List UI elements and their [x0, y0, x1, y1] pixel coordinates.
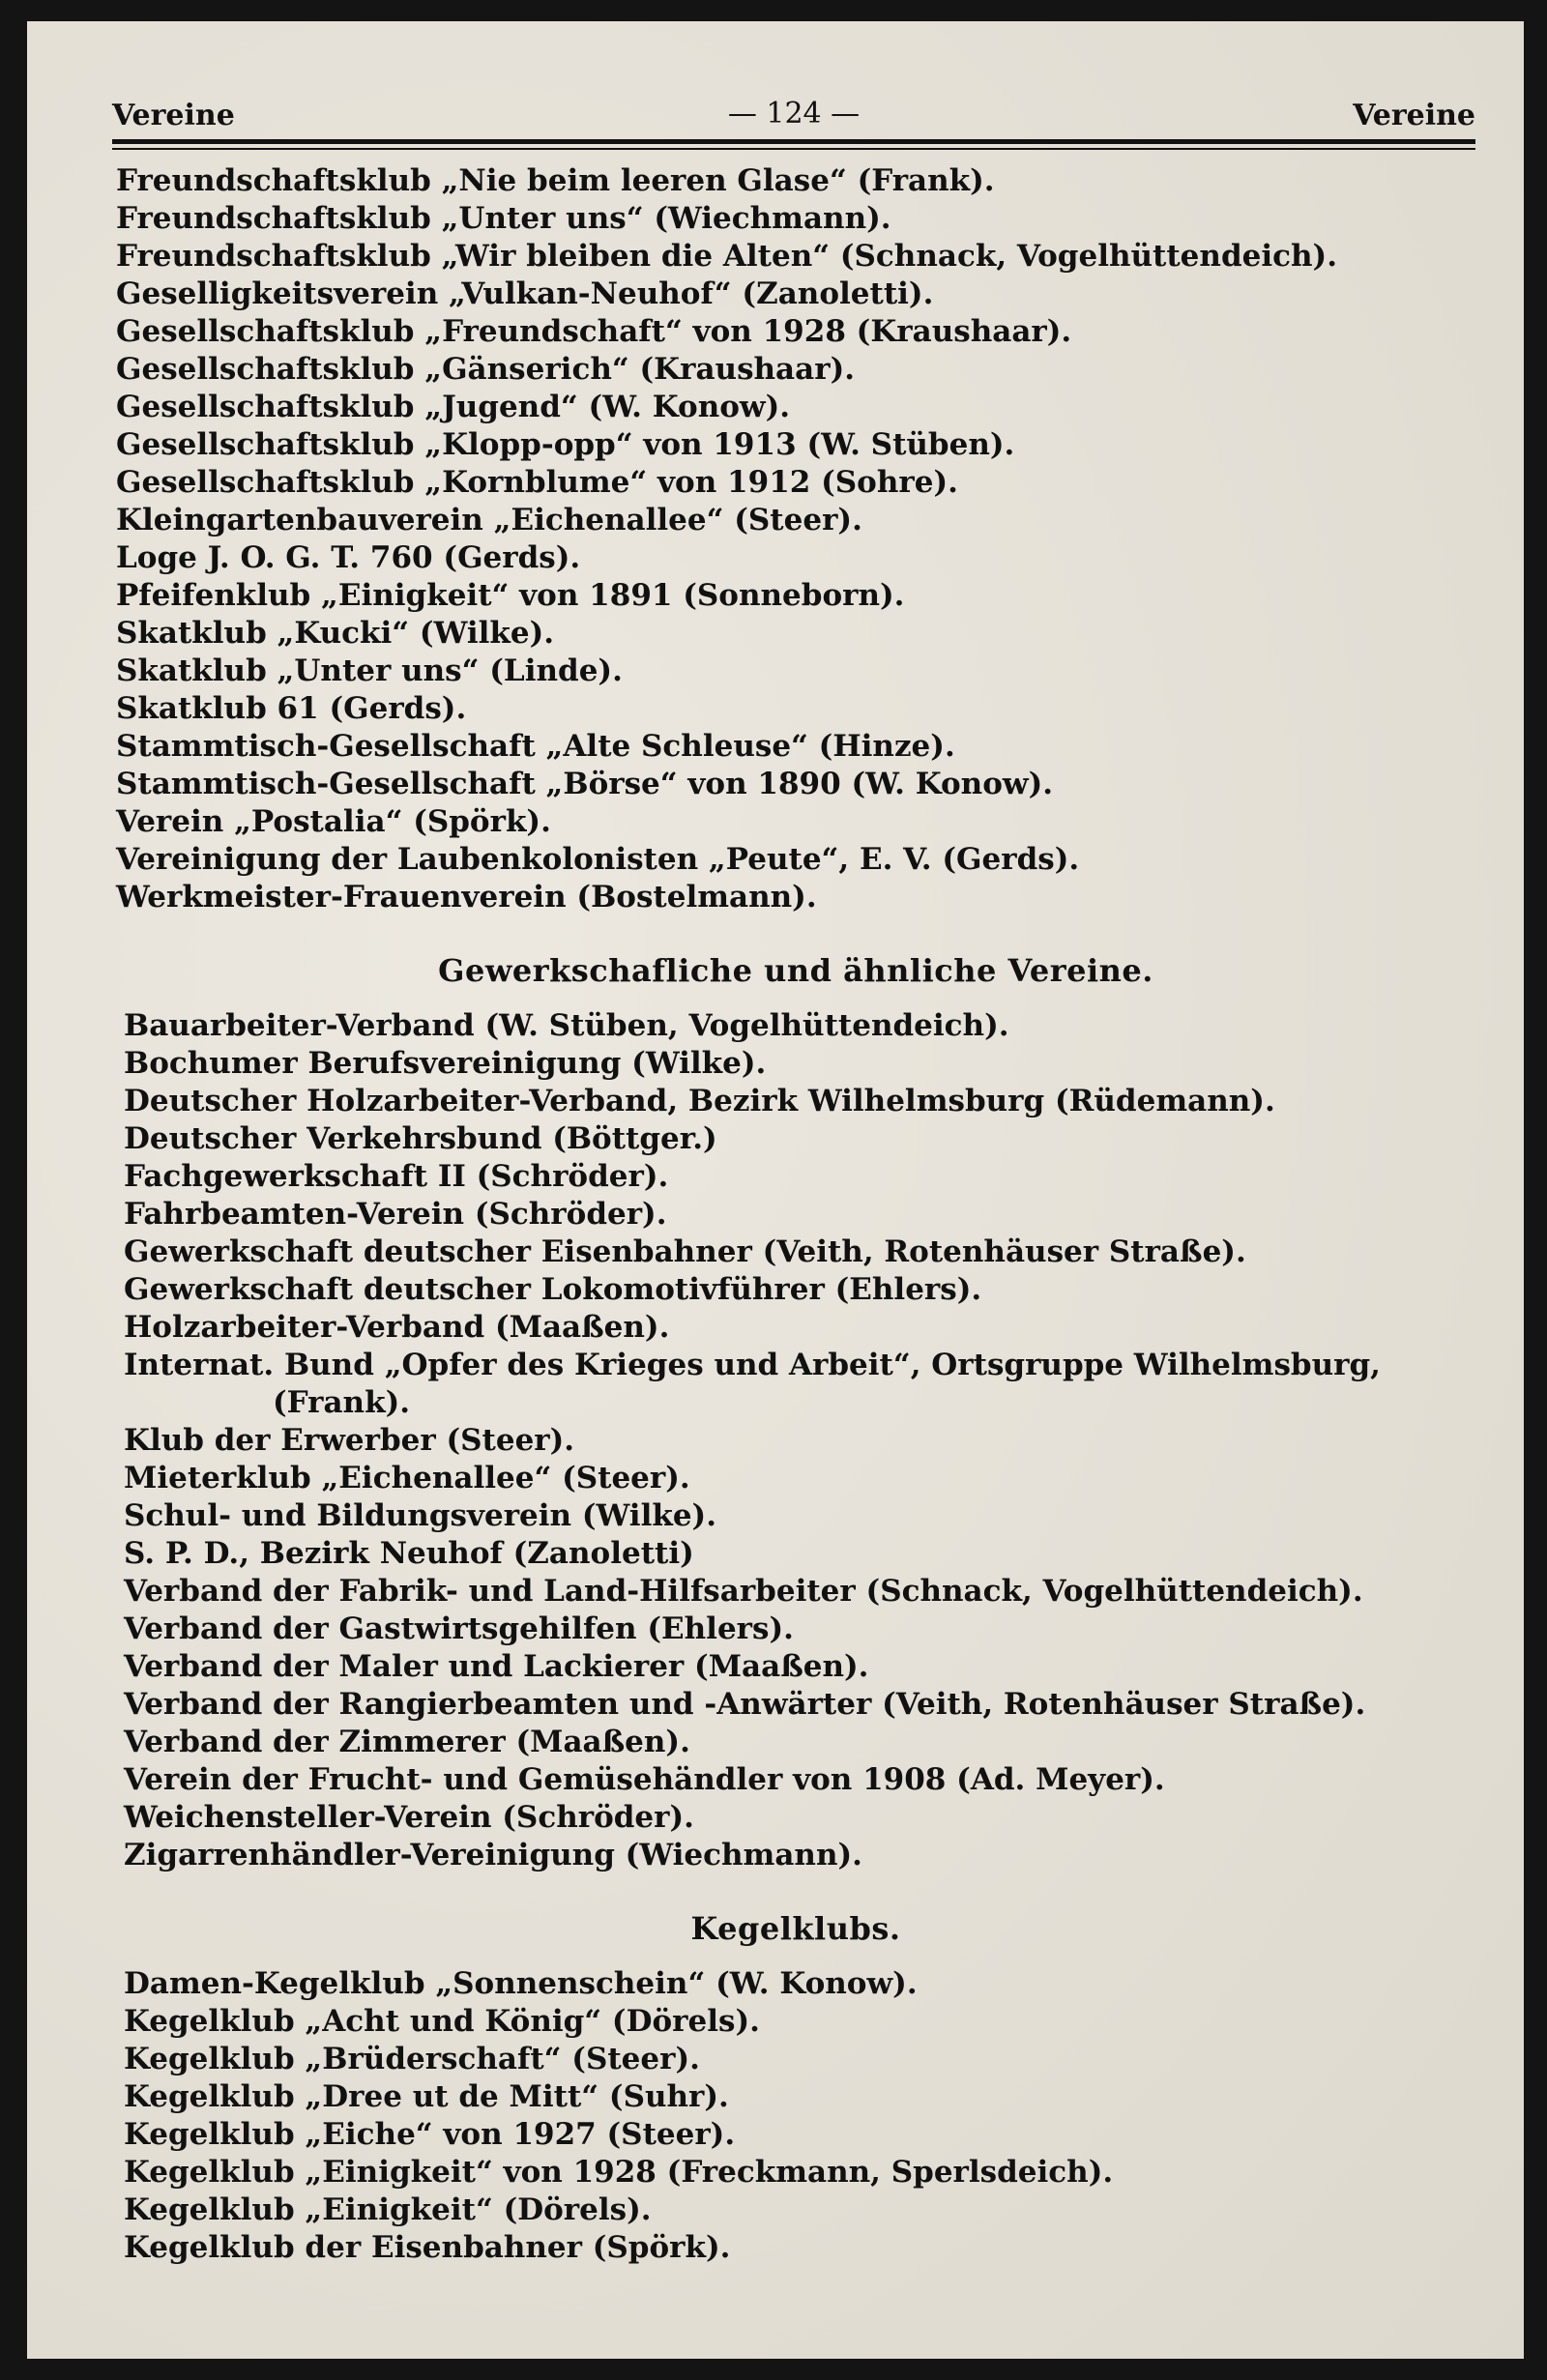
running-head-right: Vereine: [1353, 99, 1475, 132]
list-item: Kegelklub „Dree ut de Mitt“ (Suhr).: [124, 2079, 729, 2114]
list-item: Klub der Erwerber (Steer).: [124, 1423, 575, 1458]
list-item: Geselligkeitsverein „Vulkan-Neuhof“ (Zanoletti).: [116, 276, 934, 311]
header-rule-thick: [112, 139, 1475, 144]
list-item: Fachgewerkschaft II (Schröder).: [124, 1159, 669, 1194]
list-item: Kegelklub „Brüderschaft“ (Steer).: [124, 2042, 700, 2076]
list-item: Freundschaftsklub „Wir bleiben die Alten“ (Schnack, Vogelhüttendeich).: [116, 239, 1337, 274]
list-item: Pfeifenklub „Einigkeit“ von 1891 (Sonneborn).: [116, 578, 905, 613]
list-item: Vereinigung der Laubenkolonisten „Peute“, E. V. (Gerds).: [116, 842, 1080, 877]
list-item: Verein „Postalia“ (Spörk).: [116, 804, 551, 839]
list-item: Kegelklub „Acht und König“ (Dörels).: [124, 2004, 760, 2039]
list-item: Gesellschaftsklub „Gänserich“ (Kraushaar).: [116, 352, 856, 387]
list-item: Gewerkschaft deutscher Lokomotivführer (Ehlers).: [124, 1272, 982, 1307]
list-item: Deutscher Holzarbeiter-Verband, Bezirk Wilhelmsburg (Rüdemann).: [124, 1084, 1275, 1118]
list-item: Kegelklub „Einigkeit“ von 1928 (Freckmann, Sperlsdeich).: [124, 2155, 1114, 2190]
running-head-left: Vereine: [112, 99, 235, 132]
list-item: Gesellschaftsklub „Jugend“ (W. Konow).: [116, 390, 791, 424]
list-item: Kegelklub der Eisenbahner (Spörk).: [124, 2230, 731, 2265]
book-page: [27, 21, 1524, 2359]
list-item: Fahrbeamten-Verein (Schröder).: [124, 1197, 667, 1232]
section-heading-bowling: Kegelklubs.: [690, 1910, 901, 1947]
list-item: Verband der Zimmerer (Maaßen).: [124, 1725, 690, 1759]
list-item: Gesellschaftsklub „Freundschaft“ von 1928 (Kraushaar).: [116, 314, 1072, 349]
list-item: Kegelklub „Eiche“ von 1927 (Steer).: [124, 2117, 736, 2152]
section-unions: [116, 1007, 1475, 1874]
list-item: Zigarrenhändler-Vereinigung (Wiechmann).: [124, 1838, 862, 1872]
header-rule-thin: [112, 148, 1475, 150]
list-item: Verein der Frucht- und Gemüsehändler von 1908 (Ad. Meyer).: [124, 1762, 1165, 1797]
list-item: Deutscher Verkehrsbund (Böttger.): [124, 1121, 717, 1156]
list-item: Verband der Rangierbeamten und -Anwärter (Veith, Rotenhäuser Straße).: [124, 1687, 1366, 1722]
list-item: Weichensteller-Verein (Schröder).: [124, 1800, 694, 1835]
list-item: Verband der Gastwirtsgehilfen (Ehlers).: [124, 1611, 794, 1646]
list-item: Skatklub 61 (Gerds).: [116, 691, 467, 726]
list-item: S. P. D., Bezirk Neuhof (Zanoletti): [124, 1536, 694, 1571]
page-header: [112, 77, 1475, 131]
page-number: — 124 —: [727, 97, 861, 131]
list-item: Kleingartenbauverein „Eichenallee“ (Steer).: [116, 503, 862, 537]
list-item: Skatklub „Kucki“ (Wilke).: [116, 616, 555, 651]
section-bowling: [116, 1965, 1475, 2267]
section-heading-unions: Gewerkschafliche und ähnliche Vereine.: [438, 952, 1153, 989]
list-item: Internat. Bund „Opfer des Krieges und Arbeit“, Ortsgruppe Wilhelmsburg,: [124, 1348, 1381, 1382]
list-item: Werkmeister-Frauenverein (Bostelmann).: [116, 880, 817, 914]
list-item: Bochumer Berufsvereinigung (Wilke).: [124, 1046, 767, 1081]
list-item: Holzarbeiter-Verband (Maaßen).: [124, 1310, 670, 1345]
list-item: Stammtisch-Gesellschaft „Börse“ von 1890 (W. Konow).: [116, 767, 1054, 801]
list-item: Freundschaftsklub „Nie beim leeren Glase“ (Frank).: [116, 163, 995, 198]
list-item: Stammtisch-Gesellschaft „Alte Schleuse“ (Hinze).: [116, 729, 955, 764]
list-item: Gesellschaftsklub „Klopp-opp“ von 1913 (W. Stüben).: [116, 427, 1015, 462]
list-item: Freundschaftsklub „Unter uns“ (Wiechmann).: [116, 201, 891, 236]
list-item: Verband der Maler und Lackierer (Maaßen).: [124, 1649, 869, 1684]
list-item: Gewerkschaft deutscher Eisenbahner (Veith, Rotenhäuser Straße).: [124, 1234, 1246, 1269]
list-item: Gesellschaftsklub „Kornblume“ von 1912 (Sohre).: [116, 465, 958, 500]
list-item: Verband der Fabrik- und Land-Hilfsarbeiter (Schnack, Vogelhüttendeich).: [124, 1574, 1363, 1609]
list-item: Loge J. O. G. T. 760 (Gerds).: [116, 540, 581, 575]
section-social-clubs: [116, 162, 1475, 916]
list-item: Schul- und Bildungsverein (Wilke).: [124, 1498, 717, 1533]
list-item: Skatklub „Unter uns“ (Linde).: [116, 653, 623, 688]
list-item: Mieterklub „Eichenallee“ (Steer).: [124, 1461, 690, 1495]
list-item: Bauarbeiter-Verband (W. Stüben, Vogelhüttendeich).: [124, 1008, 1009, 1043]
club-listing: [116, 162, 1475, 2267]
list-item: Kegelklub „Einigkeit“ (Dörels).: [124, 2192, 652, 2227]
list-item: Damen-Kegelklub „Sonnenschein“ (W. Konow).: [124, 1966, 918, 2001]
list-item-continuation: (Frank).: [273, 1385, 411, 1420]
